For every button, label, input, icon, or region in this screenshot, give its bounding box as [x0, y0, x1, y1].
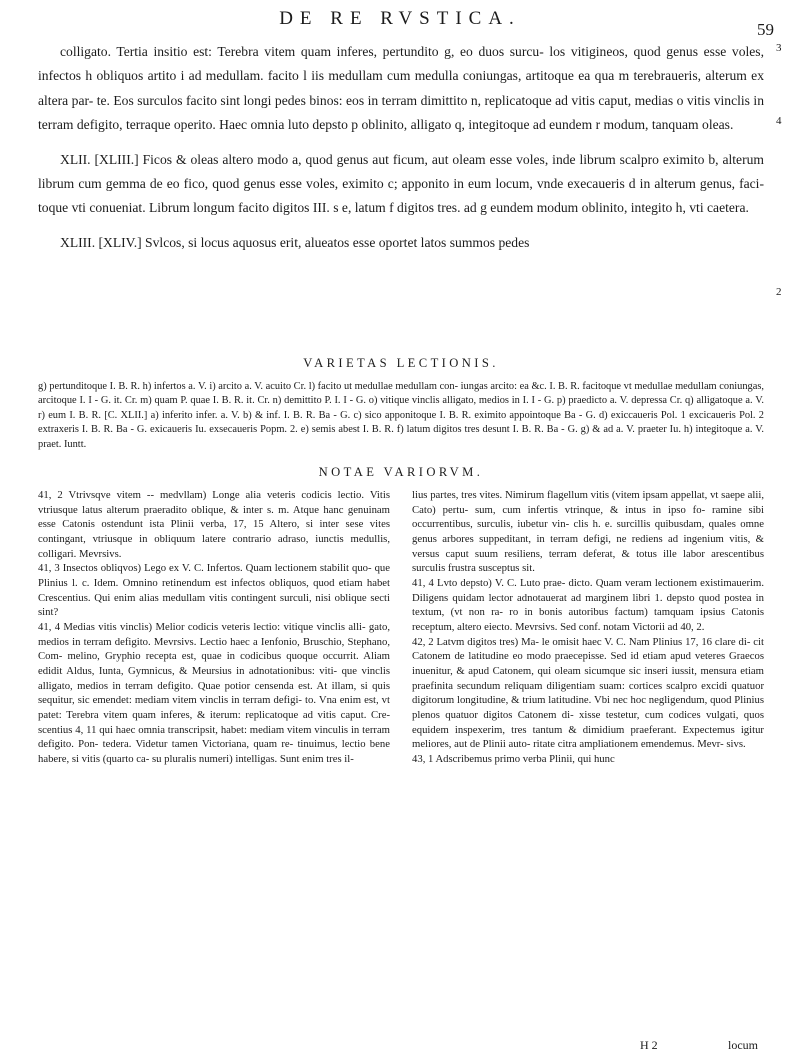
variant-readings: g) pertunditoque I. B. R. h) infertos a. V. i) arcito a. V. acuito Cr. l) facito ut medullae medullam con- iungas arcito: ea &c. I. B. R. facitoque vt medullae medullam coniungas, arcitoque I. I - G. it. Cr. m) quam P. quae I. B. R. it. Cr. n) demittito P. I. I - G. o) vitique vinclis alligato, medios in I. I - G. p) praedicto a. V. depressa Cr. q) alligatoque a. V. r) eum I. B. R. [C. XLII.] a) inferito infer. a. V. b) & inf. I. B. R. Ba - G. c) sico apponitoque I. B. R. eximito appointoque Ba - G. d) exiccaueris Pol. 1 excicaueris Pol. 2 extraxeris I. B. R. Ba - G. exicaueris Iu. exsecaueris Popm. 2. e) semis abest I. B. R. f) latum digitos tres desunt I. B. R. Ba - G. g) & ad a. V. praeter Iu. h) integitoque a. V. praet. Iuntt.	[38, 381, 764, 450]
notes-heading: NOTAE VARIORVM.	[318, 465, 484, 479]
main-text	[38, 40, 764, 255]
variants-heading: VARIETAS LECTIONIS.	[303, 356, 499, 370]
margin-number: 2	[776, 286, 782, 298]
page-number: 59	[757, 20, 774, 39]
note-41-4: 41, 4 Medias vitis vinclis) Melior codicis veteris lectio: vitique vinclis alli- gato, medios in terram defigito. Mevrsivs. Lectio haec a Ienfonio, Bruschio, Stephano, Com- melino, Gryphio recepta est, quae in codicibus quoque occurrit. Aliam edidit Aldus, Iunta, Gymnicus, & Meursius in adnotationibus: viti- que vinclis alligato, medios in terram defigito. Quae potior censenda est. At illam, si quis sequitur, sic emendet: mediam vitem vinclis in terram defigi- to. Vna enim est, vt patet: Terebra vitem quam inferes, & iterum: replicatoque ad vitis caput. Cre- scentius 4, 11 qui haec omnia transcripsit, habet: mediam vitem vinculis in terram defigito. Pon- tedera. Videtur tamen Victoriana, quam re- tinuimus, lectio bene habere, si vitis (quarto ca- su pluralis numeri) intelligas. Sunt enim tres il-	[38, 620, 390, 765]
chapter-41-text: colligato. Tertia insitio est: Terebra vitem quam inferes, pertundito g, eo duos surcu- los vitigineos, quod genus esse voles, infectos h obliquos artito i ad medullam. facito l iis medullam cum medulla coniungas, artitoque ea qua m terebraueris, alterum ex altera par- te. Eos surculos facito sint longi pedes binos: eos in terram dimittito n, replicatoque ad vitis caput, medias o vitis vinclis in terram defigito, terraque operito. Haec omnia luto depsto p oblinito, alligato q, integitoque ad eundem r modum, tanquam oleas.	[38, 44, 764, 133]
chapter-42-text: XLII. [XLIII.] Ficos & oleas altero modo a, quod genus aut ficum, aut oleam esse voles, inde librum scalpro eximito b, alterum librum cum gemma de eo fico, quod genus esse voles, eximito c; apponito in eum locum, vnde execaueris d in alterum genus, faci- toque vti conueniat. Librum longum facito digitos III. s e, latum f digitos tres. ad g eundem modum oblinito, integito h, vti caetera.	[38, 151, 764, 216]
note-41-2: 41, 2 Vtrivsqve vitem -- medvllam) Longe alia veteris codicis lectio. Vitis vtriusque latus alterum praeradito oblique, & inter s. m. Atque hanc genuinam esse Catonis ostendunt ista Plinii verba, 17, 15 Altero, si inter sese vites contingant, vtriusque in obliquum latere contrario adraso, iunctis medullis, colligari. Mevrsivs.	[38, 489, 390, 560]
margin-number: 3	[776, 42, 782, 54]
chapter-43-text: XLIII. [XLIV.] Svlcos, si locus aquosus erit, alueatos esse oportet latos summos pedes	[60, 234, 530, 250]
notes-column-right	[412, 488, 764, 766]
running-title: DE RE RVSTICA.	[279, 8, 521, 29]
note-42-2: 42, 2 Latvm digitos tres) Ma- le omisit haec V. C. Nam Plinius 17, 16 clare di- cit Catonem de latitudine eo modo praecepisse. Sed id etiam apud veteres Graecos inuenitur, & apud Catonem, qui oleam sicumque sic inseri iussit, mensura etiam praefinita secundum reliquam diligentiam suam: cortices scalpro excidi quatuor digitorum longitudine, & trium latitudine. Vbi nec hoc negligendum, quod Plinius plenos quatuor digitos Catonem di- xisse testetur, cum codices vulgati, quos equidem inspexerim, tres tantum & dimidium praeferant. Expectemus igitur meliores, aut de Plinii auto- ritate citra ampliationem emendemus. Mevr- sivs.	[412, 635, 764, 751]
notes-column-left	[38, 488, 390, 766]
page-header	[0, 6, 800, 39]
note-41-4-cont: lius partes, tres vites. Nimirum flagellum vitis (vitem ipsam appellat, vt saepe alii, Cato) pertu- sum, cum infertis vtrinque, & intus in ipso fo- ramine sibi occurrentibus, surculis, iubetur vin- clis h. e. surcillis quibusdam, quales omne genus arbores suppeditant, in terram defigi, ne rediens ad ingenium vitis, & versus caput suum resiliens, terram deferat, & totus ille labor arescentibus surculis frustra susceptus sit.	[412, 489, 764, 575]
note-41-3: 41, 3 Insectos obliqvos) Lego ex V. C. Infertos. Quam lectionem stabilit quo- que Plinius l. c. Idem. Omnino retinendum est infectos obliquos, quod etiam habet Crescentius. Qui enim alias medullam vitis contingent surculi, nisi oblique secti sint?	[38, 562, 390, 619]
note-43-1: 43, 1 Adscribemus primo verba Plinii, qui hunc	[412, 752, 615, 765]
signature-mark: H 2	[640, 1038, 658, 1052]
catchword: locum	[728, 1038, 758, 1052]
margin-number: 4	[776, 115, 782, 127]
note-41-4-luto: 41, 4 Lvto depsto) V. C. Luto prae- dicto. Quam veram lectionem existimauerim. Diligens quidam lector adnotauerat ad marginem libri 1. depsto quod postea in textum, (vt non ra- ro in bonis autoribus factum) tamquam ipsius Catonis receptum, altero eiecto. Mevrsivs. Sed conf. notam Victorii ad 40, 2.	[412, 576, 764, 633]
